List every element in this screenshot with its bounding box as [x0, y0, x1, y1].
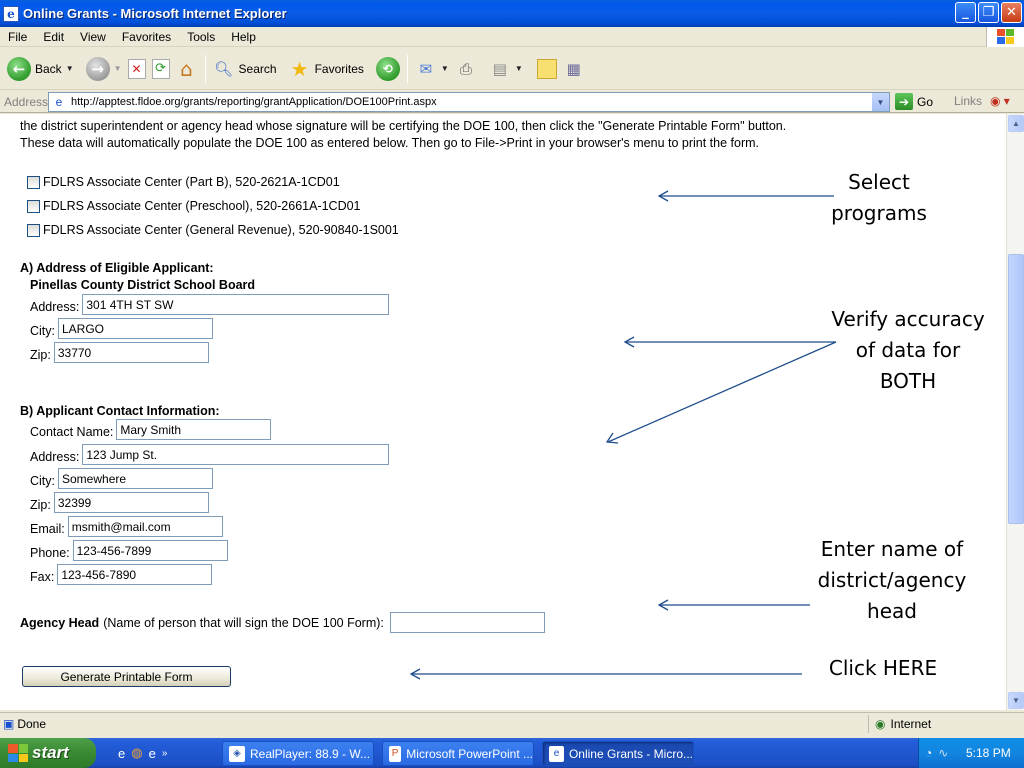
taskbar — [0, 738, 1024, 768]
realplayer-icon: ◈ — [229, 746, 245, 762]
favorites-button[interactable]: ★ Favorites — [286, 52, 367, 86]
address-label: Address — [4, 94, 49, 109]
menu-view[interactable]: View — [80, 29, 106, 44]
contact-name-input[interactable]: Mary Smith — [116, 419, 271, 440]
history-icon: ⟲ — [376, 57, 400, 81]
ie-quicklaunch-icon[interactable]: e — [118, 745, 126, 761]
annotation-verify-accuracy: Verify accuracy of data for BOTH — [831, 307, 985, 393]
menu-file[interactable]: File — [8, 29, 28, 44]
windows-logo-icon — [986, 27, 1024, 47]
window-title: Online Grants - Microsoft Internet Explorer — [23, 6, 287, 21]
research-icon: ▦ — [566, 59, 581, 78]
ie-page-icon: e — [55, 95, 63, 109]
edit-button[interactable] — [486, 52, 526, 86]
search-icon: 🔍︎ — [214, 59, 234, 78]
restore-button[interactable]: ❐ — [978, 2, 999, 23]
forward-dropdown-icon[interactable]: ▼ — [113, 64, 122, 73]
annotation-select-programs: Select programs — [831, 170, 927, 225]
page-done-icon: ▣ — [3, 716, 15, 731]
start-button[interactable]: start — [0, 738, 96, 768]
contact-address-field: Address: 123 Jump St. — [30, 444, 389, 465]
research-button[interactable] — [560, 52, 588, 86]
taskbar-item-powerpoint[interactable]: P Microsoft PowerPoint ... — [382, 741, 534, 766]
taskbar-item-online-grants[interactable]: e Online Grants - Micro... — [542, 741, 694, 766]
intro-text: the district superintendent or agency head whose signature will be certifying the DOE 100, then click the "Generate Printable Form" button. These data will automatically populate the DOE 100 as entered below. Then go to File->Print in your browser's menu to print the form. — [20, 119, 787, 150]
home-button[interactable] — [173, 52, 201, 86]
go-arrow-icon: ➔ — [895, 93, 913, 110]
arrow-verify-b — [608, 342, 836, 442]
annotation-click-here: Click HERE — [828, 656, 938, 680]
title-bar — [0, 0, 1024, 27]
annotation-arrows — [0, 114, 1006, 710]
history-button[interactable] — [373, 52, 403, 86]
network-tray-icon[interactable]: ◔ — [925, 746, 933, 760]
star-icon: ★ — [290, 56, 309, 81]
stop-button[interactable] — [125, 52, 149, 86]
edit-page-icon: ▤ — [492, 59, 507, 78]
vertical-scrollbar[interactable] — [1006, 114, 1024, 710]
system-tray — [918, 738, 1024, 768]
notes-button[interactable] — [534, 52, 560, 86]
menu-tools[interactable]: Tools — [187, 29, 216, 44]
contact-email-input[interactable]: msmith@mail.com — [68, 516, 223, 537]
search-button[interactable]: 🔍︎ Search — [214, 59, 277, 78]
applicant-city-field: City: LARGO — [30, 318, 213, 339]
address-bar — [0, 91, 1024, 113]
menu-bar — [0, 27, 1024, 47]
go-button[interactable]: ➔ Go — [895, 93, 933, 110]
ie-page-icon: e — [3, 6, 19, 22]
scroll-thumb[interactable] — [1008, 254, 1024, 524]
forward-button[interactable] — [83, 52, 125, 86]
page-content — [0, 114, 1006, 710]
applicant-address-input[interactable]: 301 4TH ST SW — [82, 294, 389, 315]
agency-head-hint: (Name of person that will sign the DOE 100 Form): — [103, 615, 384, 630]
menu-help[interactable]: Help — [231, 29, 256, 44]
ie-page-icon: e — [549, 746, 564, 762]
contact-city-field: City: Somewhere — [30, 468, 213, 489]
menu-favorites[interactable]: Favorites — [121, 29, 172, 44]
applicant-address-field: Address: 301 4TH ST SW — [30, 294, 389, 315]
links-label[interactable]: Links — [954, 94, 983, 108]
quick-launch — [118, 745, 167, 761]
mail-icon: ✉ — [419, 59, 433, 78]
scroll-up-icon[interactable]: ▲ — [1008, 115, 1024, 132]
back-button[interactable]: ← Back ▼ — [4, 52, 77, 86]
applicant-zip-field: Zip: 33770 — [30, 342, 209, 363]
contact-name-field: Contact Name: Mary Smith — [30, 419, 271, 440]
contact-zip-input[interactable]: 32399 — [54, 492, 209, 513]
menu-edit[interactable]: Edit — [43, 29, 65, 44]
status-text: Done — [17, 716, 47, 731]
home-icon: ⌂ — [180, 56, 193, 81]
generate-printable-form-button[interactable]: Generate Printable Form — [22, 666, 231, 687]
contact-phone-field: Phone: 123-456-7899 — [30, 540, 228, 561]
toolbar — [0, 48, 1024, 90]
stop-icon: ✕ — [128, 59, 146, 79]
edit-dropdown-icon[interactable]: ▼ — [514, 64, 523, 73]
back-dropdown-icon[interactable]: ▼ — [65, 64, 74, 73]
mail-button[interactable] — [412, 52, 452, 86]
close-button[interactable]: ✕ — [1001, 2, 1022, 23]
security-zone: ◉ Internet — [868, 715, 1024, 733]
section-b-title: B) Applicant Contact Information: — [20, 404, 220, 418]
refresh-button[interactable] — [149, 52, 173, 86]
printer-icon: ⎙ — [459, 59, 472, 78]
contact-phone-input[interactable]: 123-456-7899 — [73, 540, 228, 561]
powerpoint-icon: P — [389, 746, 401, 762]
quicklaunch-more-icon[interactable]: » — [161, 747, 168, 759]
address-url[interactable]: http://apptest.fldoe.org/grants/reporting/grantApplication/DOE100Print.aspx — [71, 96, 437, 108]
applicant-city-input[interactable]: LARGO — [58, 318, 213, 339]
clock: 5:18 PM — [966, 746, 1011, 760]
contact-zip-field: Zip: 32399 — [30, 492, 209, 513]
taskbar-item-realplayer[interactable]: ◈ RealPlayer: 88.9 - W... — [222, 741, 374, 766]
address-input[interactable] — [48, 92, 890, 112]
program-option[interactable]: FDLRS Associate Center (General Revenue), 520-90840-1S001 — [27, 223, 399, 237]
program-option[interactable]: FDLRS Associate Center (Preschool), 520-2661A-1CD01 — [27, 199, 361, 213]
links-menu-icon[interactable]: ◉ ▾ — [990, 94, 1010, 108]
firefox-quicklaunch-icon[interactable]: ◍ — [131, 745, 143, 760]
contact-fax-field: Fax: 123-456-7890 — [30, 564, 212, 585]
back-arrow-icon: ← — [7, 57, 31, 81]
windows-flag-icon — [8, 744, 28, 762]
forward-arrow-icon: → — [86, 57, 110, 81]
refresh-icon: ⟳ — [152, 59, 170, 79]
address-dropdown-icon[interactable]: ▼ — [872, 93, 889, 111]
contact-city-input[interactable]: Somewhere — [58, 468, 213, 489]
audio-tray-icon[interactable]: ∿ — [938, 746, 949, 760]
minimize-button[interactable]: _ — [955, 2, 976, 23]
annotation-enter-agency-head: Enter name of district/agency head — [817, 537, 967, 623]
contact-email-field: Email: msmith@mail.com — [30, 516, 223, 537]
globe-icon: ◉ — [875, 717, 886, 731]
agency-head-label: Agency Head — [20, 615, 100, 630]
contact-fax-input[interactable]: 123-456-7890 — [57, 564, 212, 585]
status-bar — [0, 712, 1024, 734]
scroll-down-icon[interactable]: ▼ — [1008, 692, 1024, 709]
print-button[interactable] — [452, 52, 480, 86]
mail-dropdown-icon[interactable]: ▼ — [440, 64, 449, 73]
sticky-note-icon — [537, 59, 557, 79]
contact-address-input[interactable]: 123 Jump St. — [82, 444, 389, 465]
ie-quicklaunch-icon-2[interactable]: e — [148, 745, 156, 761]
program-option[interactable]: FDLRS Associate Center (Part B), 520-2621A-1CD01 — [27, 175, 340, 189]
section-a-title: A) Address of Eligible Applicant: — [20, 261, 214, 275]
applicant-zip-input[interactable]: 33770 — [54, 342, 209, 363]
applicant-org-name: Pinellas County District School Board — [30, 278, 256, 292]
